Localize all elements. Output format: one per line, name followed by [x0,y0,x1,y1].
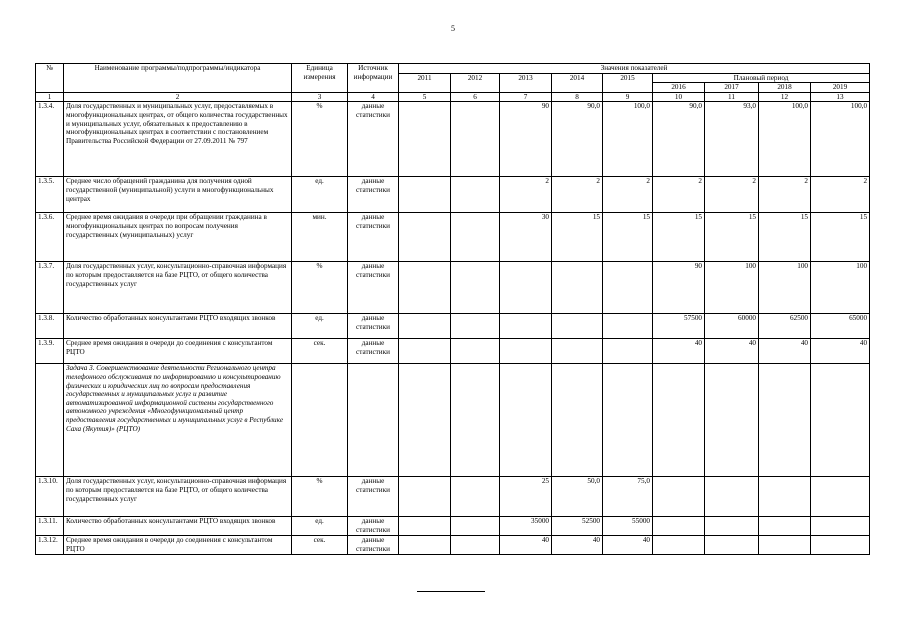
page-number: 5 [451,24,455,33]
row-number: 1.3.12. [36,536,64,555]
table-row [36,102,870,177]
value-cell [759,517,811,536]
source-cell: данные статистики [348,262,399,314]
table-row [36,339,870,364]
value-cell: 100 [705,262,759,314]
source-cell: данные статистики [348,213,399,262]
value-cell: 40 [603,536,653,555]
value-cell: 40 [552,536,603,555]
value-cell: 100,0 [759,102,811,177]
header-year: 2013 [500,73,552,92]
value-cell [653,536,705,555]
indicator-name: Доля государственных и муниципальных услуг, предоставляемых в многофункциональных центрах, от общего количества государственных и муниципальных услуг, обязательных к предоставлению в многофункциональных центрах в соответствии с постановлением Правительства Российской Федерации от 27.09.2011 № 797 [64,102,292,177]
col-number: 13 [811,92,870,102]
value-cell: 2 [705,177,759,213]
source-cell: данные статистики [348,517,399,536]
value-cell: 52500 [552,517,603,536]
value-cell: 15 [653,213,705,262]
row-number: 1.3.9. [36,339,64,364]
value-cell [399,102,451,177]
header-year: 2019 [811,83,870,93]
value-cell [451,314,500,339]
value-cell [451,102,500,177]
unit-cell: % [292,102,348,177]
value-cell: 90 [500,102,552,177]
header-source: Источник информации [348,64,399,93]
row-number: 1.3.7. [36,262,64,314]
value-cell: 35000 [500,517,552,536]
unit-cell [292,364,348,477]
task-heading: Задача 3. Совершенствование деятельности Регионального центра телефонного обслуживания по информированию и консультированию физических и юридических лиц по вопросам предоставления государственных и муниципальных услуг и развитие автоматизированной информационной системы государственного автономного учреждения «Многофункциональный центр предоставления государственных и муниципальных услуг в Республике Саха (Якутия)» (РЦТО) [64,364,292,477]
indicator-name: Среднее время ожидания в очереди до соединения с консультантом РЦТО [64,339,292,364]
value-cell [399,339,451,364]
value-cell [451,364,500,477]
footnote-divider [417,591,485,592]
header-year: 2016 [653,83,705,93]
value-cell [653,477,705,517]
value-cell: 65000 [811,314,870,339]
header-year: 2018 [759,83,811,93]
value-cell [451,213,500,262]
value-cell: 60000 [705,314,759,339]
value-cell: 25 [500,477,552,517]
unit-cell: мин. [292,213,348,262]
value-cell [399,536,451,555]
value-cell [399,213,451,262]
value-cell: 15 [603,213,653,262]
value-cell [500,314,552,339]
table-row [36,177,870,213]
table-row [36,517,870,536]
source-cell: данные статистики [348,177,399,213]
value-cell: 40 [759,339,811,364]
value-cell [552,339,603,364]
source-cell: данные статистики [348,477,399,517]
value-cell [451,262,500,314]
value-cell [451,177,500,213]
value-cell: 75,0 [603,477,653,517]
value-cell [399,517,451,536]
value-cell [399,477,451,517]
header-unit: Единица измерения [292,64,348,93]
table-row [36,213,870,262]
col-number: 1 [36,92,64,102]
value-cell [811,477,870,517]
unit-cell: сек. [292,339,348,364]
unit-cell: ед. [292,517,348,536]
header-year: 2014 [552,73,603,92]
row-number: 1.3.10. [36,477,64,517]
value-cell: 90,0 [552,102,603,177]
indicator-name: Количество обработанных консультантами РЦТО входящих звонков [64,517,292,536]
unit-cell: ед. [292,314,348,339]
value-cell [705,364,759,477]
value-cell: 100 [759,262,811,314]
value-cell: 50,0 [552,477,603,517]
col-number: 11 [705,92,759,102]
value-cell: 40 [500,536,552,555]
row-number: 1.3.8. [36,314,64,339]
row-number: 1.3.4. [36,102,64,177]
value-cell [653,364,705,477]
value-cell [451,536,500,555]
header-year: 2015 [603,73,653,92]
value-cell [552,262,603,314]
header-values: Значения показателей [399,64,870,74]
value-cell: 15 [811,213,870,262]
value-cell: 57500 [653,314,705,339]
table-row [36,364,870,477]
value-cell [399,177,451,213]
indicator-name: Среднее число обращений гражданина для получения одной государственной (муниципальной) услуги в многофункциональных центрах [64,177,292,213]
col-number: 5 [399,92,451,102]
col-number: 4 [348,92,399,102]
table-row [36,536,870,555]
unit-cell: % [292,477,348,517]
indicator-name: Среднее время ожидания в очереди до соединения с консультантом РЦТО [64,536,292,555]
source-cell: данные статистики [348,314,399,339]
value-cell: 100,0 [603,102,653,177]
value-cell: 93,0 [705,102,759,177]
indicator-name: Количество обработанных консультантами РЦТО входящих звонков [64,314,292,339]
value-cell [811,517,870,536]
col-number: 8 [552,92,603,102]
source-cell: данные статистики [348,339,399,364]
value-cell [603,262,653,314]
row-number: 1.3.11. [36,517,64,536]
value-cell [500,364,552,477]
value-cell [451,477,500,517]
value-cell [451,517,500,536]
value-cell [811,536,870,555]
indicators-table [35,63,870,555]
value-cell: 2 [653,177,705,213]
value-cell [500,339,552,364]
value-cell [552,314,603,339]
value-cell [759,477,811,517]
indicator-name: Доля государственных услуг, консультационно-справочная информация по которым предоставляется на базе РЦТО, от общего количества государственных услуг [64,477,292,517]
value-cell [811,364,870,477]
header-year: 2012 [451,73,500,92]
unit-cell: % [292,262,348,314]
value-cell [500,262,552,314]
header-planned: Плановый период [653,73,870,83]
col-number: 10 [653,92,705,102]
header-name: Наименование программы/подпрограммы/индикатора [64,64,292,93]
value-cell: 90 [653,262,705,314]
value-cell [705,536,759,555]
value-cell [552,364,603,477]
value-cell [603,339,653,364]
value-cell: 2 [811,177,870,213]
header-num: № [36,64,64,93]
row-number: 1.3.6. [36,213,64,262]
value-cell: 2 [603,177,653,213]
header-year: 2011 [399,73,451,92]
row-number: 1.3.5. [36,177,64,213]
value-cell: 15 [759,213,811,262]
value-cell: 40 [653,339,705,364]
indicator-name: Среднее время ожидания в очереди при обращении гражданина в многофункциональных центрах по вопросам получения государственных (муниципальных) услуг [64,213,292,262]
value-cell [653,517,705,536]
source-cell: данные статистики [348,536,399,555]
col-number: 12 [759,92,811,102]
column-numbers-row [36,92,870,102]
value-cell: 40 [811,339,870,364]
col-number: 2 [64,92,292,102]
value-cell [451,339,500,364]
unit-cell: сек. [292,536,348,555]
value-cell: 15 [705,213,759,262]
source-cell: данные статистики [348,102,399,177]
value-cell [399,262,451,314]
value-cell [603,314,653,339]
header-row-1 [36,64,870,74]
value-cell: 100,0 [811,102,870,177]
unit-cell: ед. [292,177,348,213]
value-cell [705,517,759,536]
col-number: 7 [500,92,552,102]
value-cell: 15 [552,213,603,262]
table-body [36,102,870,555]
source-cell [348,364,399,477]
row-number [36,364,64,477]
value-cell: 40 [705,339,759,364]
value-cell [603,364,653,477]
value-cell [759,536,811,555]
value-cell [399,364,451,477]
col-number: 6 [451,92,500,102]
indicator-name: Доля государственных услуг, консультационно-справочная информация по которым предоставляется на базе РЦТО, от общего количества государственных услуг [64,262,292,314]
value-cell: 30 [500,213,552,262]
value-cell: 2 [759,177,811,213]
value-cell [759,364,811,477]
col-number: 9 [603,92,653,102]
value-cell: 90,0 [653,102,705,177]
value-cell [399,314,451,339]
value-cell: 62500 [759,314,811,339]
value-cell: 2 [500,177,552,213]
value-cell: 2 [552,177,603,213]
table-row [36,477,870,517]
col-number: 3 [292,92,348,102]
value-cell [705,477,759,517]
value-cell: 100 [811,262,870,314]
value-cell: 55000 [603,517,653,536]
header-year: 2017 [705,83,759,93]
table-row [36,262,870,314]
table-row [36,314,870,339]
